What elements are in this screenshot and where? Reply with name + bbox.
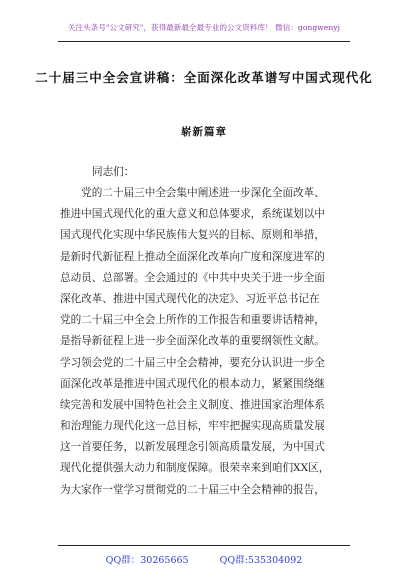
- body-line: 国式现代化实现中华民族伟大复兴的目标、原则和举措，: [60, 229, 325, 242]
- body-line: 现代化提供强大动力和制度保障。很荣幸来到咱们XX区，: [60, 462, 330, 475]
- body-line: 党的二十届三中全会集中阐述进一步深化全面改革、: [60, 187, 325, 199]
- document-title-continued: 崭新篇章: [181, 126, 227, 138]
- body-line: 是新时代新征程上推动全面深化改革向广度和深度进军的: [60, 250, 325, 263]
- footer-qq-group-1: QQ群：30265665: [105, 555, 189, 566]
- body-line: 学习领会党的二十届三中全会精神，要充分认识进一步全: [60, 356, 325, 369]
- body-line: 总动员、总部署。全会通过的《中共中央关于进一步全面: [60, 271, 325, 284]
- footer-divider: [58, 545, 350, 546]
- document-title: 二十届三中全会宣讲稿：全面深化改革谱写中国式现代化: [35, 70, 373, 85]
- header-divider: [58, 41, 350, 42]
- body-paragraph: [60, 183, 352, 501]
- body-line: 党的二十届三中全会上所作的工作报告和重要讲话精神，: [60, 314, 325, 327]
- greeting: 同志们：: [92, 166, 135, 178]
- footer-qq-group-2: QQ群:535304092: [219, 555, 303, 566]
- body-line: 面深化改革是推进中国式现代化的根本动力，紧紧围绕继: [60, 377, 325, 390]
- footer: [0, 552, 408, 566]
- header-banner: 关注头条号"公文研究"，获得最新最全最专业的公文资料库！ 微信：gongwenyj: [67, 23, 341, 32]
- body-line: 推进中国式现代化的重大意义和总体要求，系统谋划以中: [60, 208, 325, 221]
- body-line: 和治理能力现代化这一总目标，牢牢把握实现高质量发展: [60, 420, 325, 433]
- body-line: 为大家作一堂学习贯彻党的二十届三中全会精神的报告，: [60, 483, 325, 496]
- body-line: 是指导新征程上进一步全面深化改革的重要纲领性文献。: [60, 335, 325, 348]
- body-line: 深化改革、推进中国式现代化的决定》、习近平总书记在: [60, 292, 320, 305]
- body-line: 这一首要任务，以新发展理念引领高质量发展，为中国式: [60, 441, 325, 454]
- body-line: 续完善和发展中国特色社会主义制度、推进国家治理体系: [60, 398, 325, 411]
